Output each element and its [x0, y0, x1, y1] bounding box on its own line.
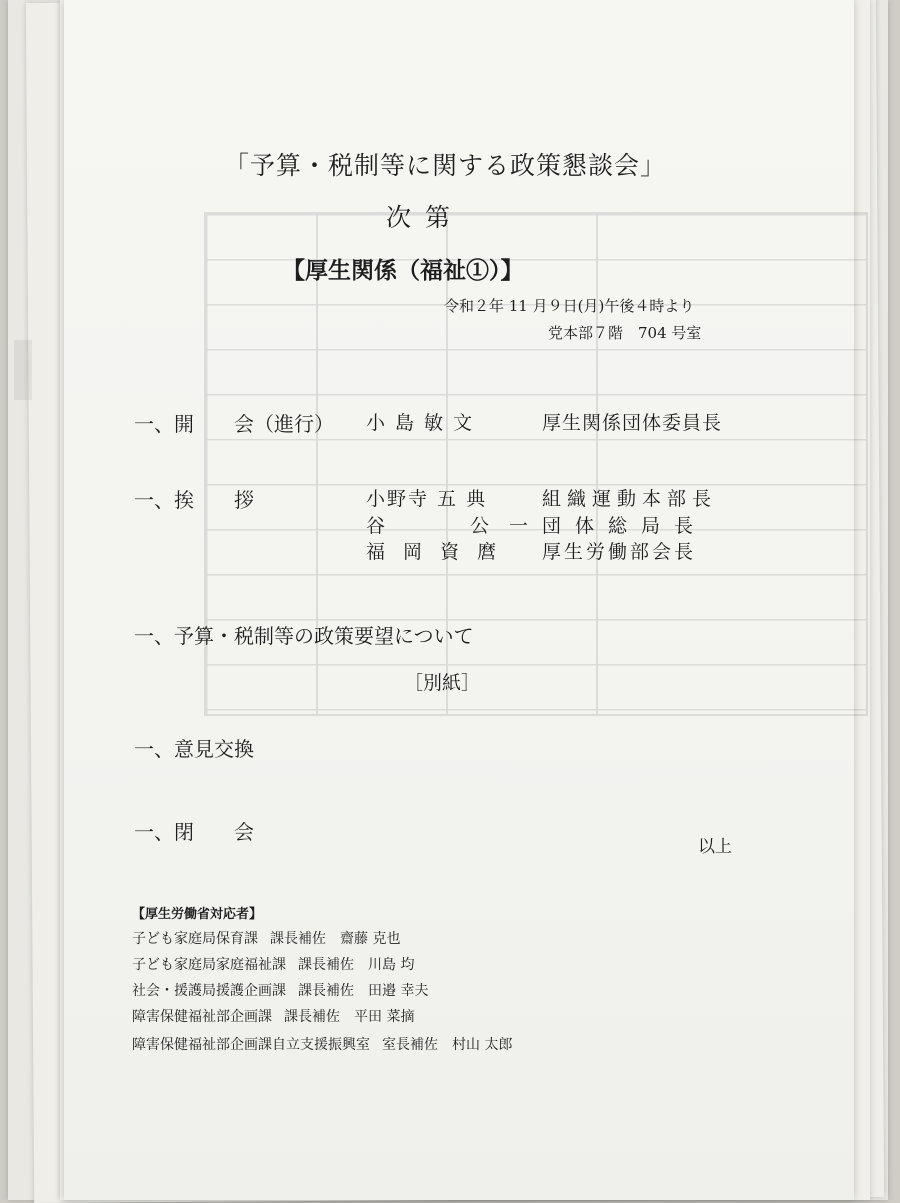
speaker-role: 厚生労働部会長 [542, 541, 697, 563]
section-heading: 【厚生関係（福祉①）】 [282, 257, 524, 284]
paper-mark [14, 340, 32, 400]
official-role: 室長補佐 [382, 1037, 438, 1053]
official-dept: 障害保健福祉部企画課 [132, 1009, 272, 1025]
official-dept: 子ども家庭局家庭福祉課 [132, 957, 286, 973]
official-role: 課長補佐 [298, 983, 354, 999]
agenda-item-opening: 一、開 会（進行） [134, 412, 334, 436]
official-dept: 子ども家庭局保育課 [132, 931, 258, 947]
official-name: 村山 太郎 [452, 1037, 513, 1053]
meeting-date: 令和２年 11 月９日(月)午後４時より [444, 297, 695, 315]
official-role: 課長補佐 [298, 957, 354, 973]
speaker-role: 厚生関係団体委員長 [542, 412, 723, 434]
page-title: 「予算・税制等に関する政策懇談会」 [224, 151, 667, 180]
document-page [64, 0, 854, 1200]
agenda-item-exchange: 一、意見交換 [134, 737, 254, 761]
officials-heading: 【厚生労働省対応者】 [132, 907, 263, 922]
closing-mark: 以上 [698, 837, 732, 857]
official-name: 川島 均 [368, 957, 415, 973]
meeting-place: 党本部７階 704 号室 [548, 324, 702, 342]
speaker-name: 小島敏文 [366, 412, 483, 434]
official-row [132, 1006, 414, 1026]
agenda-item-closing: 一、閉 会 [134, 820, 254, 844]
official-role: 課長補佐 [284, 1009, 340, 1025]
official-row [132, 928, 400, 948]
official-dept: 社会・援護局援護企画課 [132, 983, 286, 999]
speaker-role: 組織運動本部長 [542, 488, 718, 510]
page-subtitle: 次第 [386, 203, 465, 232]
attachment-note: ［別紙］ [404, 672, 481, 694]
speaker-role: 団体総局長 [542, 515, 708, 537]
official-dept: 障害保健福祉部企画課自立支援振興室 [132, 1037, 370, 1053]
speaker-name: 小野寺 五 典 [366, 488, 488, 510]
official-row [132, 954, 414, 974]
official-name: 平田 菜摘 [354, 1009, 415, 1025]
official-row [132, 1034, 512, 1054]
agenda-item-policy-requests: 一、予算・税制等の政策要望について [134, 624, 474, 648]
speaker-name: 福 岡 資 麿 [366, 541, 503, 563]
official-name: 齋藤 克也 [340, 931, 401, 947]
official-role: 課長補佐 [270, 931, 326, 947]
agenda-item-greeting: 一、挨 拶 [134, 488, 254, 512]
official-row [132, 980, 428, 1000]
speaker-name: 谷 公一 [366, 515, 549, 537]
official-name: 田邉 幸夫 [368, 983, 429, 999]
